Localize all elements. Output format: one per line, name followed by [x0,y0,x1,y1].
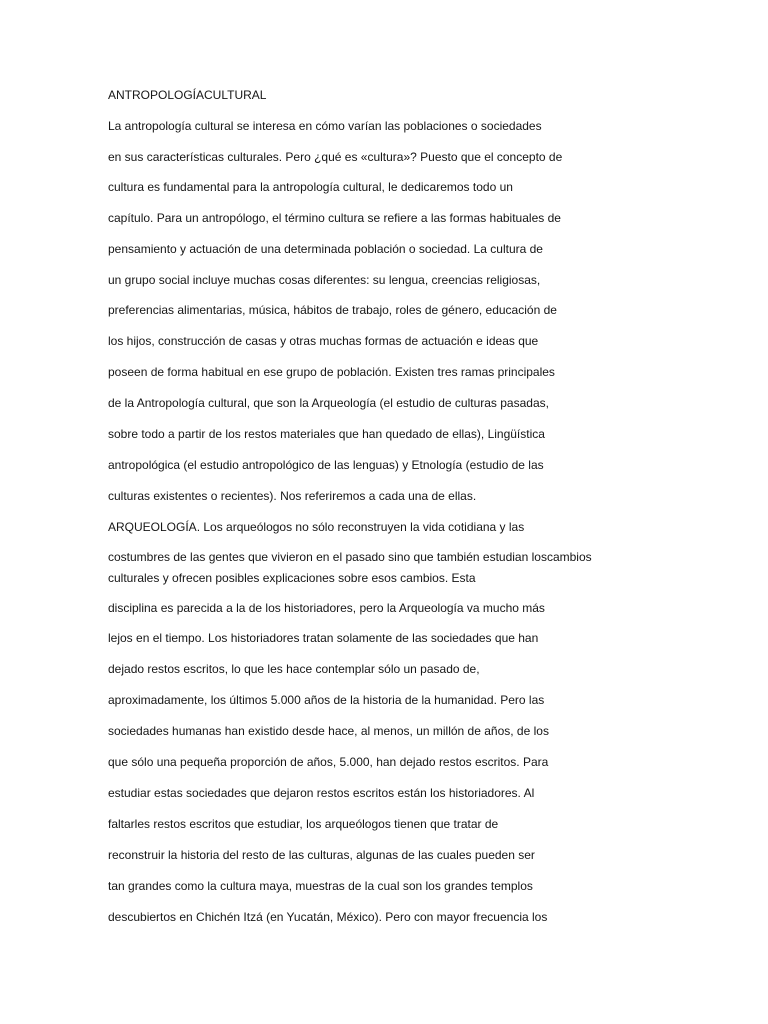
text-line: La antropología cultural se interesa en cómo varían las poblaciones o sociedades [108,119,542,133]
text-line: dejado restos escritos, lo que les hace contemplar sólo un pasado de, [108,662,480,676]
text-line: preferencias alimentarias, música, hábitos de trabajo, roles de género, educación de [108,303,557,317]
text-line: tan grandes como la cultura maya, muestras de la cual son los grandes templos [108,879,533,893]
text-line: los hijos, construcción de casas y otras muchas formas de actuación e ideas que [108,334,539,348]
text-line: antropológica (el estudio antropológico de las lenguas) y Etnología (estudio de las [108,458,544,472]
text-line: que sólo una pequeña proporción de años, 5.000, han dejado restos escritos. Para [108,755,549,769]
text-line: aproximadamente, los últimos 5.000 años de la historia de la humanidad. Pero las [108,693,545,707]
text-line: descubiertos en Chichén Itzá (en Yucatán, México). Pero con mayor frecuencia los [108,910,548,924]
text-line: ARQUEOLOGÍA. Los arqueólogos no sólo reconstruyen la vida cotidiana y las [108,520,525,534]
text-line: disciplina es parecida a la de los historiadores, pero la Arqueología va mucho más [108,601,545,615]
text-line: en sus características culturales. Pero ¿qué es «cultura»? Puesto que el concepto de [108,150,563,164]
text-line: costumbres de las gentes que vivieron en el pasado sino que también estudian loscambios [108,550,592,564]
document-title: ANTROPOLOGÍACULTURAL [108,88,267,102]
text-line: culturas existentes o recientes). Nos referiremos a cada una de ellas. [108,489,477,503]
text-line: lejos en el tiempo. Los historiadores tratan solamente de las sociedades que han [108,631,539,645]
text-line: reconstruir la historia del resto de las culturas, algunas de las cuales pueden ser [108,848,535,862]
text-line: de la Antropología cultural, que son la Arqueología (el estudio de culturas pasadas, [108,396,549,410]
text-line: poseen de forma habitual en ese grupo de población. Existen tres ramas principales [108,365,555,379]
text-line: faltarles restos escritos que estudiar, los arqueólogos tienen que tratar de [108,817,499,831]
text-line: culturales y ofrecen posibles explicaciones sobre esos cambios. Esta [108,571,476,585]
text-line: capítulo. Para un antropólogo, el término cultura se refiere a las formas habituales de [108,211,561,225]
text-line: pensamiento y actuación de una determinada población o sociedad. La cultura de [108,242,543,256]
text-line: sobre todo a partir de los restos materiales que han quedado de ellas), Lingüística [108,427,545,441]
text-line: un grupo social incluye muchas cosas diferentes: su lengua, creencias religiosas, [108,273,541,287]
text-line: estudiar estas sociedades que dejaron restos escritos están los historiadores. Al [108,786,535,800]
text-line: sociedades humanas han existido desde hace, al menos, un millón de años, de los [108,724,549,738]
text-line: cultura es fundamental para la antropología cultural, le dedicaremos todo un [108,180,513,194]
